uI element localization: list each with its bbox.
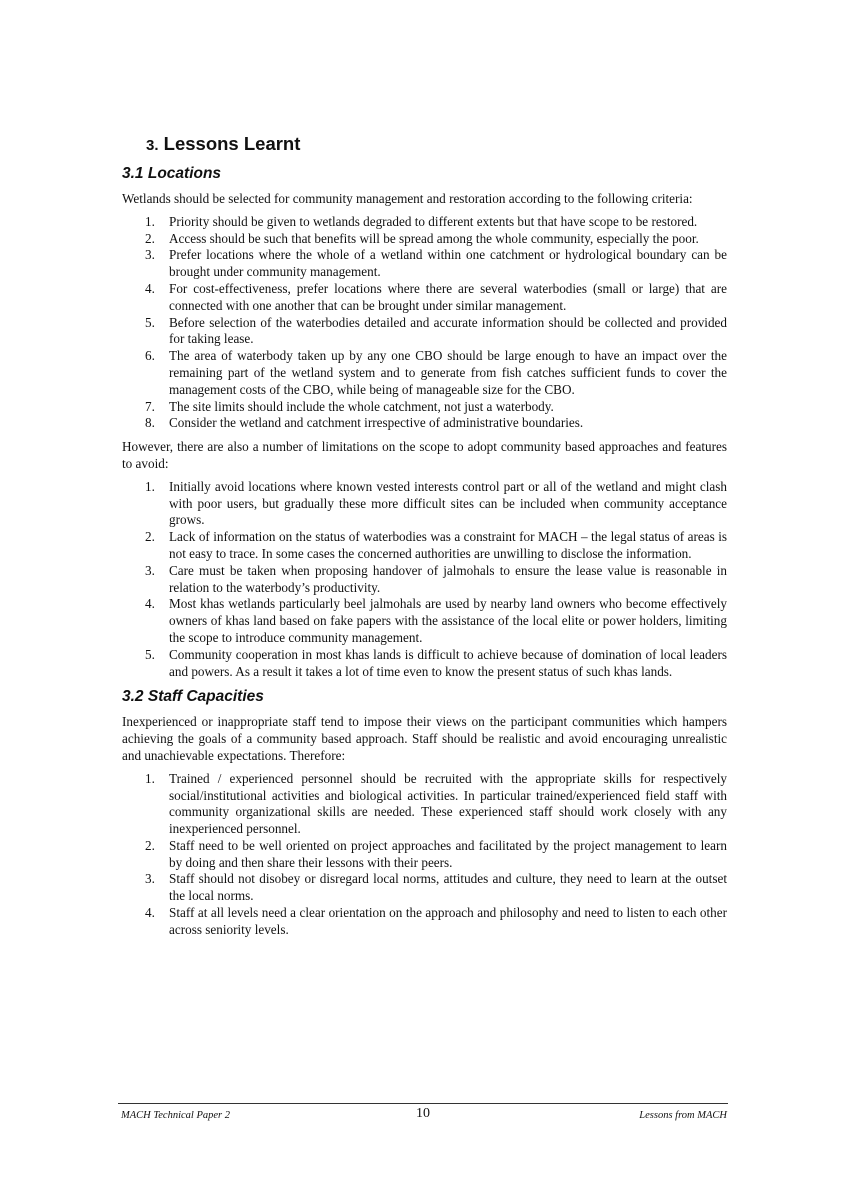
staff-list (122, 771, 727, 939)
list-item: 4. For cost-effectiveness, prefer locations where there are several waterbodies (small or large) that are connected with one another that can be brought under similar management. (145, 280, 727, 313)
page-content (122, 133, 727, 946)
list-item: 2. Access should be such that benefits will be spread among the whole community, especially the poor. (145, 230, 699, 246)
list-item: 1. Trained / experienced personnel should be recruited with the appropriate skills for respectively social/institutional activities and biological activities. In particular trained/experienced field staff with community organizational skills are needed. These experienced staff should work closely with any inexperienced personnel. (145, 770, 727, 837)
limitations-intro: However, there are also a number of limitations on the scope to adopt community based approaches and features to avoid: (122, 439, 727, 471)
subsection-title-locations: 3.1 Locations (122, 165, 222, 182)
list-item: 4. Staff at all levels need a clear orientation on the approach and philosophy and need to listen to each other across seniority levels. (145, 905, 727, 937)
list-item: 2. Lack of information on the status of waterbodies was a constraint for MACH – the legal status of areas is not easy to trace. In some cases the concerned authorities are unwilling to disclose the information. (145, 529, 727, 561)
list-item: 3. Prefer locations where the whole of a wetland within one catchment or hydrological boundary can be brought under community management. (145, 247, 727, 280)
locations-intro: Wetlands should be selected for community management and restoration according to the following criteria: (122, 191, 693, 206)
section-title: Lessons Learnt (163, 133, 301, 154)
list-item: 1. Initially avoid locations where known vested interests control part or all of the wetland and might clash with poor users, but gradually these more difficult sites can be included when community acceptance grows. (145, 478, 727, 528)
footer-left: MACH Technical Paper 2 (121, 1110, 230, 1121)
section-number: 3. (146, 137, 159, 154)
list-item: 5. Before selection of the waterbodies detailed and accurate information should be collected and provided for taking lease. (145, 314, 727, 347)
limitations-list (122, 479, 727, 681)
list-item: 3. Care must be taken when proposing handover of jalmohals to ensure the lease value is reasonable in relation to the waterbody’s productivity. (145, 562, 727, 595)
list-item: 6. The area of waterbody taken up by any one CBO should be large enough to have an impact over the remaining part of the wetland system and to generate from fish catches sufficient funds to cover the management costs of the CBO, while being of manageable size for the CBO. (145, 348, 727, 397)
list-item: 3. Staff should not disobey or disregard local norms, attitudes and culture, they need to learn at the outset the local norms. (145, 871, 727, 904)
list-item: 1. Priority should be given to wetlands degraded to different extents but that have scope to be restored. (145, 213, 698, 229)
list-item: 5. Community cooperation in most khas lands is difficult to achieve because of domination of local leaders and powers. As a result it takes a lot of time even to know the present status of such khas lands. (145, 646, 727, 679)
subsection-title-staff: 3.2 Staff Capacities (122, 688, 264, 706)
footer-right: Lessons from MACH (639, 1110, 727, 1121)
page-number: 10 (416, 1106, 430, 1121)
staff-intro: Inexperienced or inappropriate staff tend to impose their views on the participant communities which hampers achieving the goals of a community based approach. Staff should be realistic and avoid encouraging unrealistic and unachievable expectations. Therefore: (122, 714, 727, 763)
page-footer (118, 1103, 728, 1121)
locations-criteria-list (122, 214, 727, 432)
list-item: 2. Staff need to be well oriented on project approaches and facilitated by the project management to learn by doing and then share their lessons with their peers. (145, 837, 727, 870)
list-item: 8. Consider the wetland and catchment irrespective of administrative boundaries. (145, 415, 584, 431)
list-item: 4. Most khas wetlands particularly beel jalmohals are used by nearby land owners who become effectively owners of khas land based on fake papers with the assistance of the local elite or power holders, limiting the scope to introduce community management. (145, 596, 727, 645)
list-item: 7. The site limits should include the whole catchment, not just a waterbody. (145, 398, 554, 414)
section-heading (146, 133, 727, 157)
